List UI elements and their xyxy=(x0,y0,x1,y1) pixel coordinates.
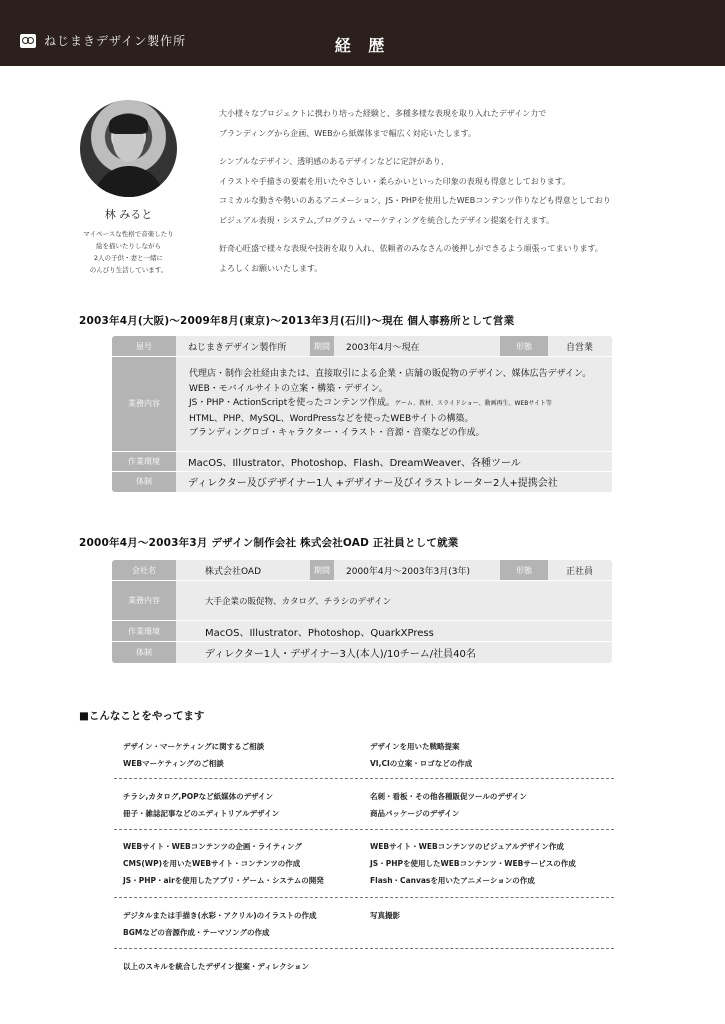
service-item: デザイン・マーケティングに関するご相談 xyxy=(123,742,265,751)
bio-line: 2人の子供・妻と一緒に xyxy=(93,254,164,262)
service-item: チラシ,カタログ,POPなど紙媒体のデザイン xyxy=(123,792,274,801)
label: 作業環境 xyxy=(112,621,176,641)
label: 作業環境 xyxy=(112,452,176,471)
intro-line: 大小様々なプロジェクトに携わり培った経験と、多種多様な表現を取り入れたデザイン力で xyxy=(219,109,547,118)
service-item: デザインを用いた戦略提案 xyxy=(370,742,460,751)
service-item: 以上のスキルを統合したデザイン提案・ディレクション xyxy=(123,962,309,971)
service-item: 写真撮影 xyxy=(370,911,400,920)
label: 期間 xyxy=(310,560,334,580)
career1-row-name xyxy=(112,336,612,357)
employment-type: 自営業 xyxy=(566,342,594,353)
profile-bio xyxy=(66,228,191,276)
service-item: 冊子・雑誌記事などのエディトリアルデザイン xyxy=(123,809,280,818)
duty-line: WEB・モバイルサイトの立案・構築・デザイン。 xyxy=(189,383,388,394)
avatar xyxy=(80,100,177,197)
intro-line: イラストや手描きの要素を用いたやさしい・柔らかいといった印象の表現も得意としております。 xyxy=(219,176,571,186)
intro-line: シンプルなデザイン、透明感のあるデザインなどに定評があり、 xyxy=(219,157,449,166)
service-item: JS・PHPを使用したWEBコンテンツ・WEBサービスの作成 xyxy=(370,859,576,868)
career2-row-name xyxy=(112,560,612,581)
duty-line: HTML、PHP、MySQL、WordPressなどを使ったWEBサイトの構築。 xyxy=(189,413,474,424)
duty-line: JS・PHP・ActionScriptを使ったコンテンツ作成。ゲーム、教材、スライドショー、動画再生、WEBサイト等 xyxy=(189,398,552,408)
intro-line: 好奇心旺盛で様々な表現や技術を取り入れ、依頼者のみなさんの後押しができるよう頑張ってまいります。 xyxy=(219,244,603,253)
divider xyxy=(114,948,614,949)
logo-text: ねじまきデザイン製作所 xyxy=(44,34,187,48)
service-item: Flash・Canvasを用いたアニメーションの作成 xyxy=(370,876,535,885)
intro-line: よろしくお願いいたします。 xyxy=(219,263,323,273)
company-name: 株式会社OAD xyxy=(205,566,262,577)
bio-line: マイペースな性格で音楽したり xyxy=(83,230,174,238)
service-item: デジタルまたは手描き(水彩・アクリル)のイラストの作成 xyxy=(123,911,317,920)
period: 2000年4月〜2003年3月(3年) xyxy=(346,566,471,577)
service-item: WEBマーケティングのご相談 xyxy=(123,759,224,768)
divider xyxy=(114,829,614,830)
page-header xyxy=(0,0,725,66)
profile-name: 林 みると xyxy=(104,208,153,221)
career2-row-team xyxy=(112,642,612,663)
service-item: BGMなどの音源作成・テーマソングの作成 xyxy=(123,928,270,937)
duties-text: 大手企業の販促物、カタログ、チラシのデザイン xyxy=(205,596,392,607)
label: 形態 xyxy=(500,336,548,356)
env-value: MacOS、Illustrator、Photoshop、Flash、DreamWeaver、各種ツール xyxy=(188,457,521,469)
divider xyxy=(114,778,614,779)
team-value: ディレクター及びデザイナー1人 +デザイナー及びイラストレーター2人+提携会社 xyxy=(188,478,558,489)
intro-text xyxy=(219,104,679,278)
career1-row-env xyxy=(112,452,612,472)
duty-line: 代理店・制作会社経由または、直接取引による企業・店舗の販促物のデザイン、媒体広告デザイン。 xyxy=(189,369,592,379)
label: 業務内容 xyxy=(112,581,176,620)
label: 形態 xyxy=(500,560,548,580)
employment-type: 正社員 xyxy=(566,566,594,577)
label: 体制 xyxy=(112,642,176,663)
career1-row-team xyxy=(112,472,612,492)
intro-line: コミカルな動きや勢いのあるアニメーション、JS・PHPを使用したWEBコンテンツ作りなども得意としており xyxy=(219,196,611,205)
career1-card xyxy=(112,336,612,492)
duties-text xyxy=(176,357,591,451)
label: 会社名 xyxy=(112,560,176,580)
services-heading: ■こんなことをやってます xyxy=(79,710,205,722)
label: 屋号 xyxy=(112,336,176,356)
label: 体制 xyxy=(112,472,176,492)
divider xyxy=(114,897,614,898)
bio-line: 絵を描いたりしながら xyxy=(96,242,161,250)
service-item: CMS(WP)を用いたWEBサイト・コンテンツの作成 xyxy=(123,859,301,868)
service-item: 名刺・看板・その他各種販促ツールのデザイン xyxy=(370,792,527,801)
service-item: WEBサイト・WEBコンテンツの企画・ライティング xyxy=(123,842,302,851)
service-item: WEBサイト・WEBコンテンツのビジュアルデザイン作成 xyxy=(370,842,564,851)
duty-line: ブランディングロゴ・キャラクター・イラスト・音源・音楽などの作成。 xyxy=(189,428,485,438)
career2-row-env xyxy=(112,621,612,642)
intro-line: ビジュアル表現・システム,プログラム・マーケティングを統合したデザイン提案を行えます。 xyxy=(219,215,555,225)
service-item: 商品パッケージのデザイン xyxy=(370,809,460,818)
label: 業務内容 xyxy=(112,357,176,451)
service-item: VI,CIの立案・ロゴなどの作成 xyxy=(370,759,473,768)
career2-heading: 2000年4月〜2003年3月 デザイン制作会社 株式会社OAD 正社員として就業 xyxy=(79,537,459,549)
intro-line: ブランディングから企画、WEBから紙媒体まで幅広く対応いたします。 xyxy=(219,128,477,138)
bio-line: のんびり生活しています。 xyxy=(89,266,168,274)
career1-heading: 2003年4月(大阪)〜2009年8月(東京)〜2013年3月(石川)〜現在 個人事務所として営業 xyxy=(79,315,515,327)
env-value: MacOS、Illustrator、Photoshop、QuarkXPress xyxy=(205,627,434,639)
label: 期間 xyxy=(310,336,334,356)
team-value: ディレクター1人・デザイナー3人(本人)/10チーム/社員40名 xyxy=(205,649,476,660)
period: 2003年4月〜現在 xyxy=(346,342,420,353)
page-title: 経 歴 xyxy=(334,36,391,55)
career1-row-duties xyxy=(112,357,612,452)
career2-row-duties xyxy=(112,581,612,621)
service-item: JS・PHP・airを使用したアプリ・ゲーム・システムの開発 xyxy=(123,876,324,885)
company-name: ねじまきデザイン製作所 xyxy=(188,342,287,353)
career2-card xyxy=(112,560,612,663)
